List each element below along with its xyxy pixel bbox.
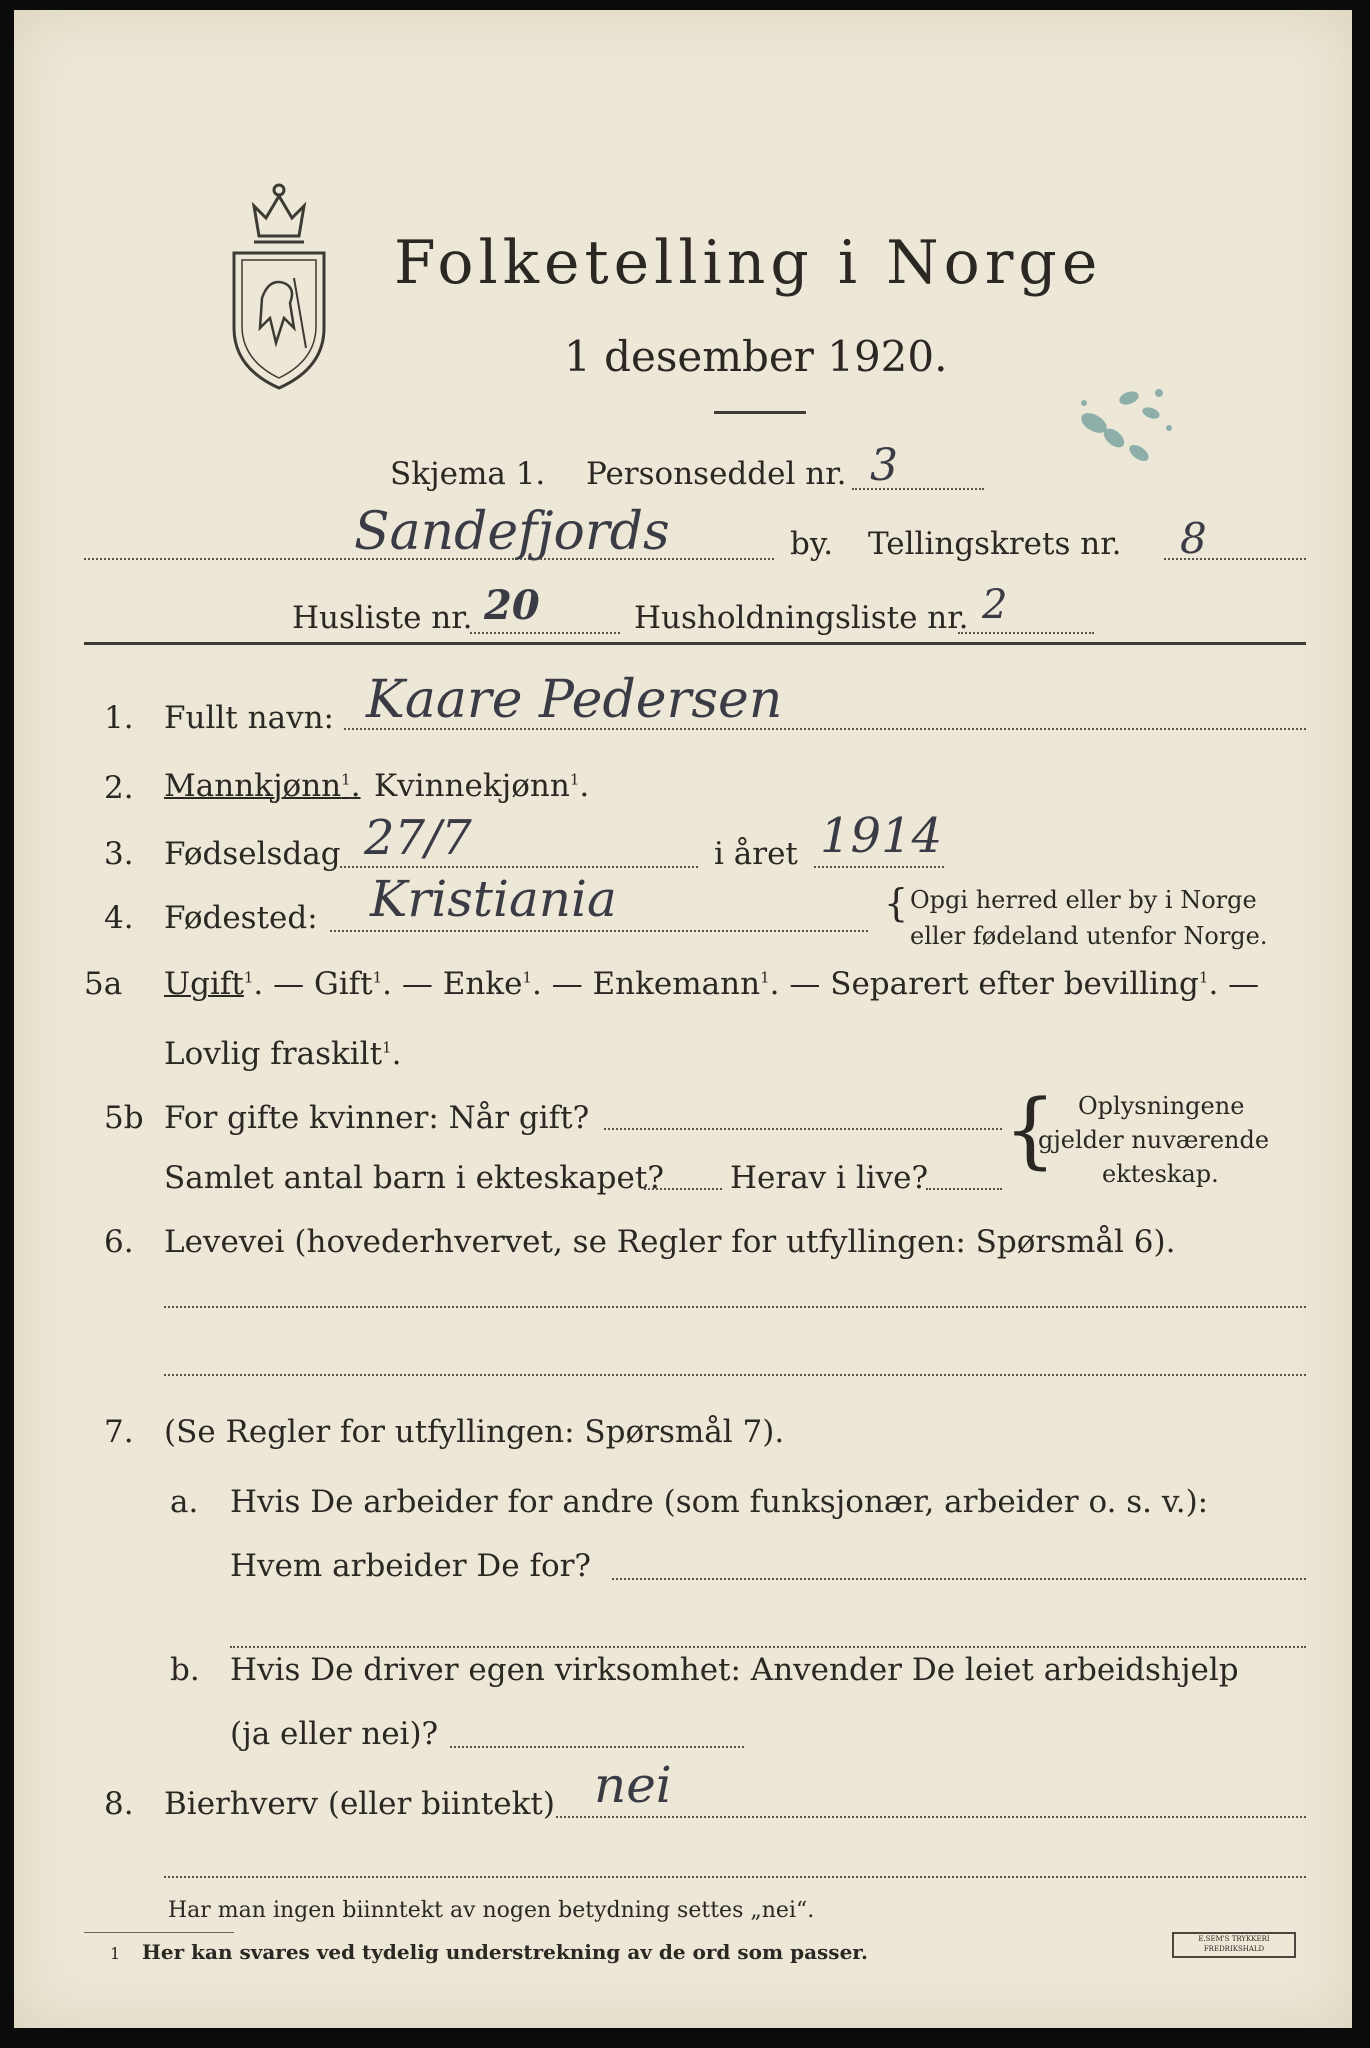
q7b-line1: Hvis De driver egen virksomhet: Anvender De leiet arbeidshjelp: [230, 1652, 1239, 1688]
q7-label: (Se Regler for utfyllingen: Spørsmål 7).: [164, 1414, 785, 1450]
q7a-line1: Hvis De arbeider for andre (som funksjonær, arbeider o. s. v.):: [230, 1484, 1209, 1520]
q5a-separert[interactable]: Separert efter bevilling: [830, 966, 1199, 1002]
footer-note: Har man ingen biinntekt av nogen betydning settes „nei“.: [168, 1898, 815, 1923]
q6-label: Levevei (hovederhvervet, se Regler for utfyllingen: Spørsmål 6).: [164, 1224, 1176, 1260]
q5a-number: 5a: [84, 966, 123, 1002]
q3-number: 3.: [104, 836, 134, 872]
birthplace-value[interactable]: Kristiania: [370, 870, 617, 928]
q8-line1: [556, 1816, 1306, 1818]
q3-line: [340, 866, 698, 868]
q4-note-brace: {: [884, 881, 909, 925]
q4-label: Fødested:: [164, 900, 318, 936]
q7a-letter: a.: [170, 1484, 199, 1520]
q5a-enkemann[interactable]: Enkemann: [592, 966, 761, 1002]
q5a-enke[interactable]: Enke: [442, 966, 523, 1002]
q7-number: 7.: [104, 1414, 134, 1450]
q5a-fraskilt[interactable]: Lovlig fraskilt$^1$.: [164, 1036, 402, 1072]
by-label: by.: [790, 526, 834, 562]
q8-line2: [164, 1876, 1306, 1878]
q8-label: Bierhverv (eller biintekt): [164, 1786, 555, 1822]
q7a-answer-line1: [612, 1578, 1306, 1580]
bierhverv-value[interactable]: nei: [594, 1756, 672, 1814]
q7b-letter: b.: [170, 1652, 200, 1688]
q5a-ugift[interactable]: Ugift: [164, 966, 244, 1002]
header-rule: [84, 642, 1306, 645]
q5a-gift[interactable]: Gift: [313, 966, 373, 1002]
q2-mann[interactable]: Mannkjønn$^1$.: [164, 768, 361, 804]
tellingskrets-value[interactable]: 8: [1180, 514, 1207, 563]
census-date: 1 desember 1920.: [564, 332, 948, 381]
q5b-note-line3: ekteskap.: [1102, 1160, 1219, 1188]
q6-number: 6.: [104, 1224, 134, 1260]
full-name-value[interactable]: Kaare Pedersen: [366, 670, 783, 730]
q3-aret-line: [814, 866, 944, 868]
q5b-barn-line: [644, 1188, 722, 1190]
q5b-note-line1: Oplysningene: [1078, 1092, 1245, 1120]
q5b-line2a: Samlet antal barn i ekteskapet?: [164, 1160, 664, 1196]
q7a-line2: Hvem arbeider De for?: [230, 1548, 592, 1584]
husliste-line: [470, 632, 620, 634]
birth-date-value[interactable]: 27/7: [364, 810, 472, 866]
q4-line: [330, 930, 868, 932]
q8-number: 8.: [104, 1786, 134, 1822]
q1-label: Fullt navn:: [164, 700, 334, 736]
title-divider: [714, 411, 806, 414]
q3-label: Fødselsdag: [164, 836, 341, 872]
skjema-label: Skjema 1.: [390, 456, 546, 492]
q5b-naar-gift-line: [604, 1128, 1002, 1130]
printer-mark: E.SEM'S TRYKKERI FREDRIKSHALD: [1172, 1932, 1296, 1958]
q4-number: 4.: [104, 900, 134, 936]
husholdningsliste-label: Husholdningsliste nr.: [634, 600, 969, 636]
q2-kvinne[interactable]: Kvinnekjønn$^1$.: [374, 768, 590, 804]
husliste-label: Husliste nr.: [292, 600, 473, 636]
q1-number: 1.: [104, 700, 134, 736]
footnote-text: Her kan svares ved tydelig understrekning av de ord som passer.: [142, 1940, 868, 1964]
q3-aret-label: i året: [714, 836, 798, 872]
personseddel-value[interactable]: 3: [870, 440, 898, 491]
q7b-answer-line: [450, 1746, 744, 1748]
coat-of-arms-icon: [224, 178, 334, 393]
q6-line2: [164, 1374, 1306, 1376]
q5b-note-line2: gjelder nuværende: [1038, 1126, 1270, 1154]
footnote-rule: [84, 1932, 234, 1933]
q5b-line1: For gifte kvinner: Når gift?: [164, 1100, 590, 1136]
tellingskrets-label: Tellingskrets nr.: [868, 526, 1122, 562]
q6-line1: [164, 1306, 1306, 1308]
personseddel-label: Personseddel nr.: [586, 456, 847, 492]
ink-stamp-mark: [1059, 368, 1189, 478]
q2-number: 2.: [104, 770, 134, 806]
q4-note-line2: eller fødeland utenfor Norge.: [910, 922, 1268, 950]
census-form-page: [14, 10, 1352, 2028]
q7a-answer-line2: [230, 1646, 1306, 1648]
q5b-note-brace: {: [1004, 1083, 1057, 1178]
husliste-value[interactable]: 20: [484, 582, 540, 629]
footnote-mark: 1: [110, 1944, 121, 1963]
form-title: Folketelling i Norge: [394, 228, 1103, 298]
by-value[interactable]: Sandefjords: [354, 502, 670, 562]
q5a-options: Ugift$^1$. — Gift$^1$. — Enke$^1$. — Enkemann$^1$. — Separert efter bevilling$^1$. —: [164, 966, 1260, 1002]
husholdningsliste-value[interactable]: 2: [982, 582, 1008, 628]
q5b-live-line: [926, 1188, 1002, 1190]
birth-year-value[interactable]: 1914: [820, 808, 943, 864]
q4-note-line1: Opgi herred eller by i Norge: [910, 886, 1257, 914]
q5b-line2b: Herav i live?: [730, 1160, 929, 1196]
q7b-line2: (ja eller nei)?: [230, 1716, 439, 1752]
husholdningsliste-line: [958, 632, 1094, 634]
q5b-number: 5b: [104, 1100, 144, 1136]
